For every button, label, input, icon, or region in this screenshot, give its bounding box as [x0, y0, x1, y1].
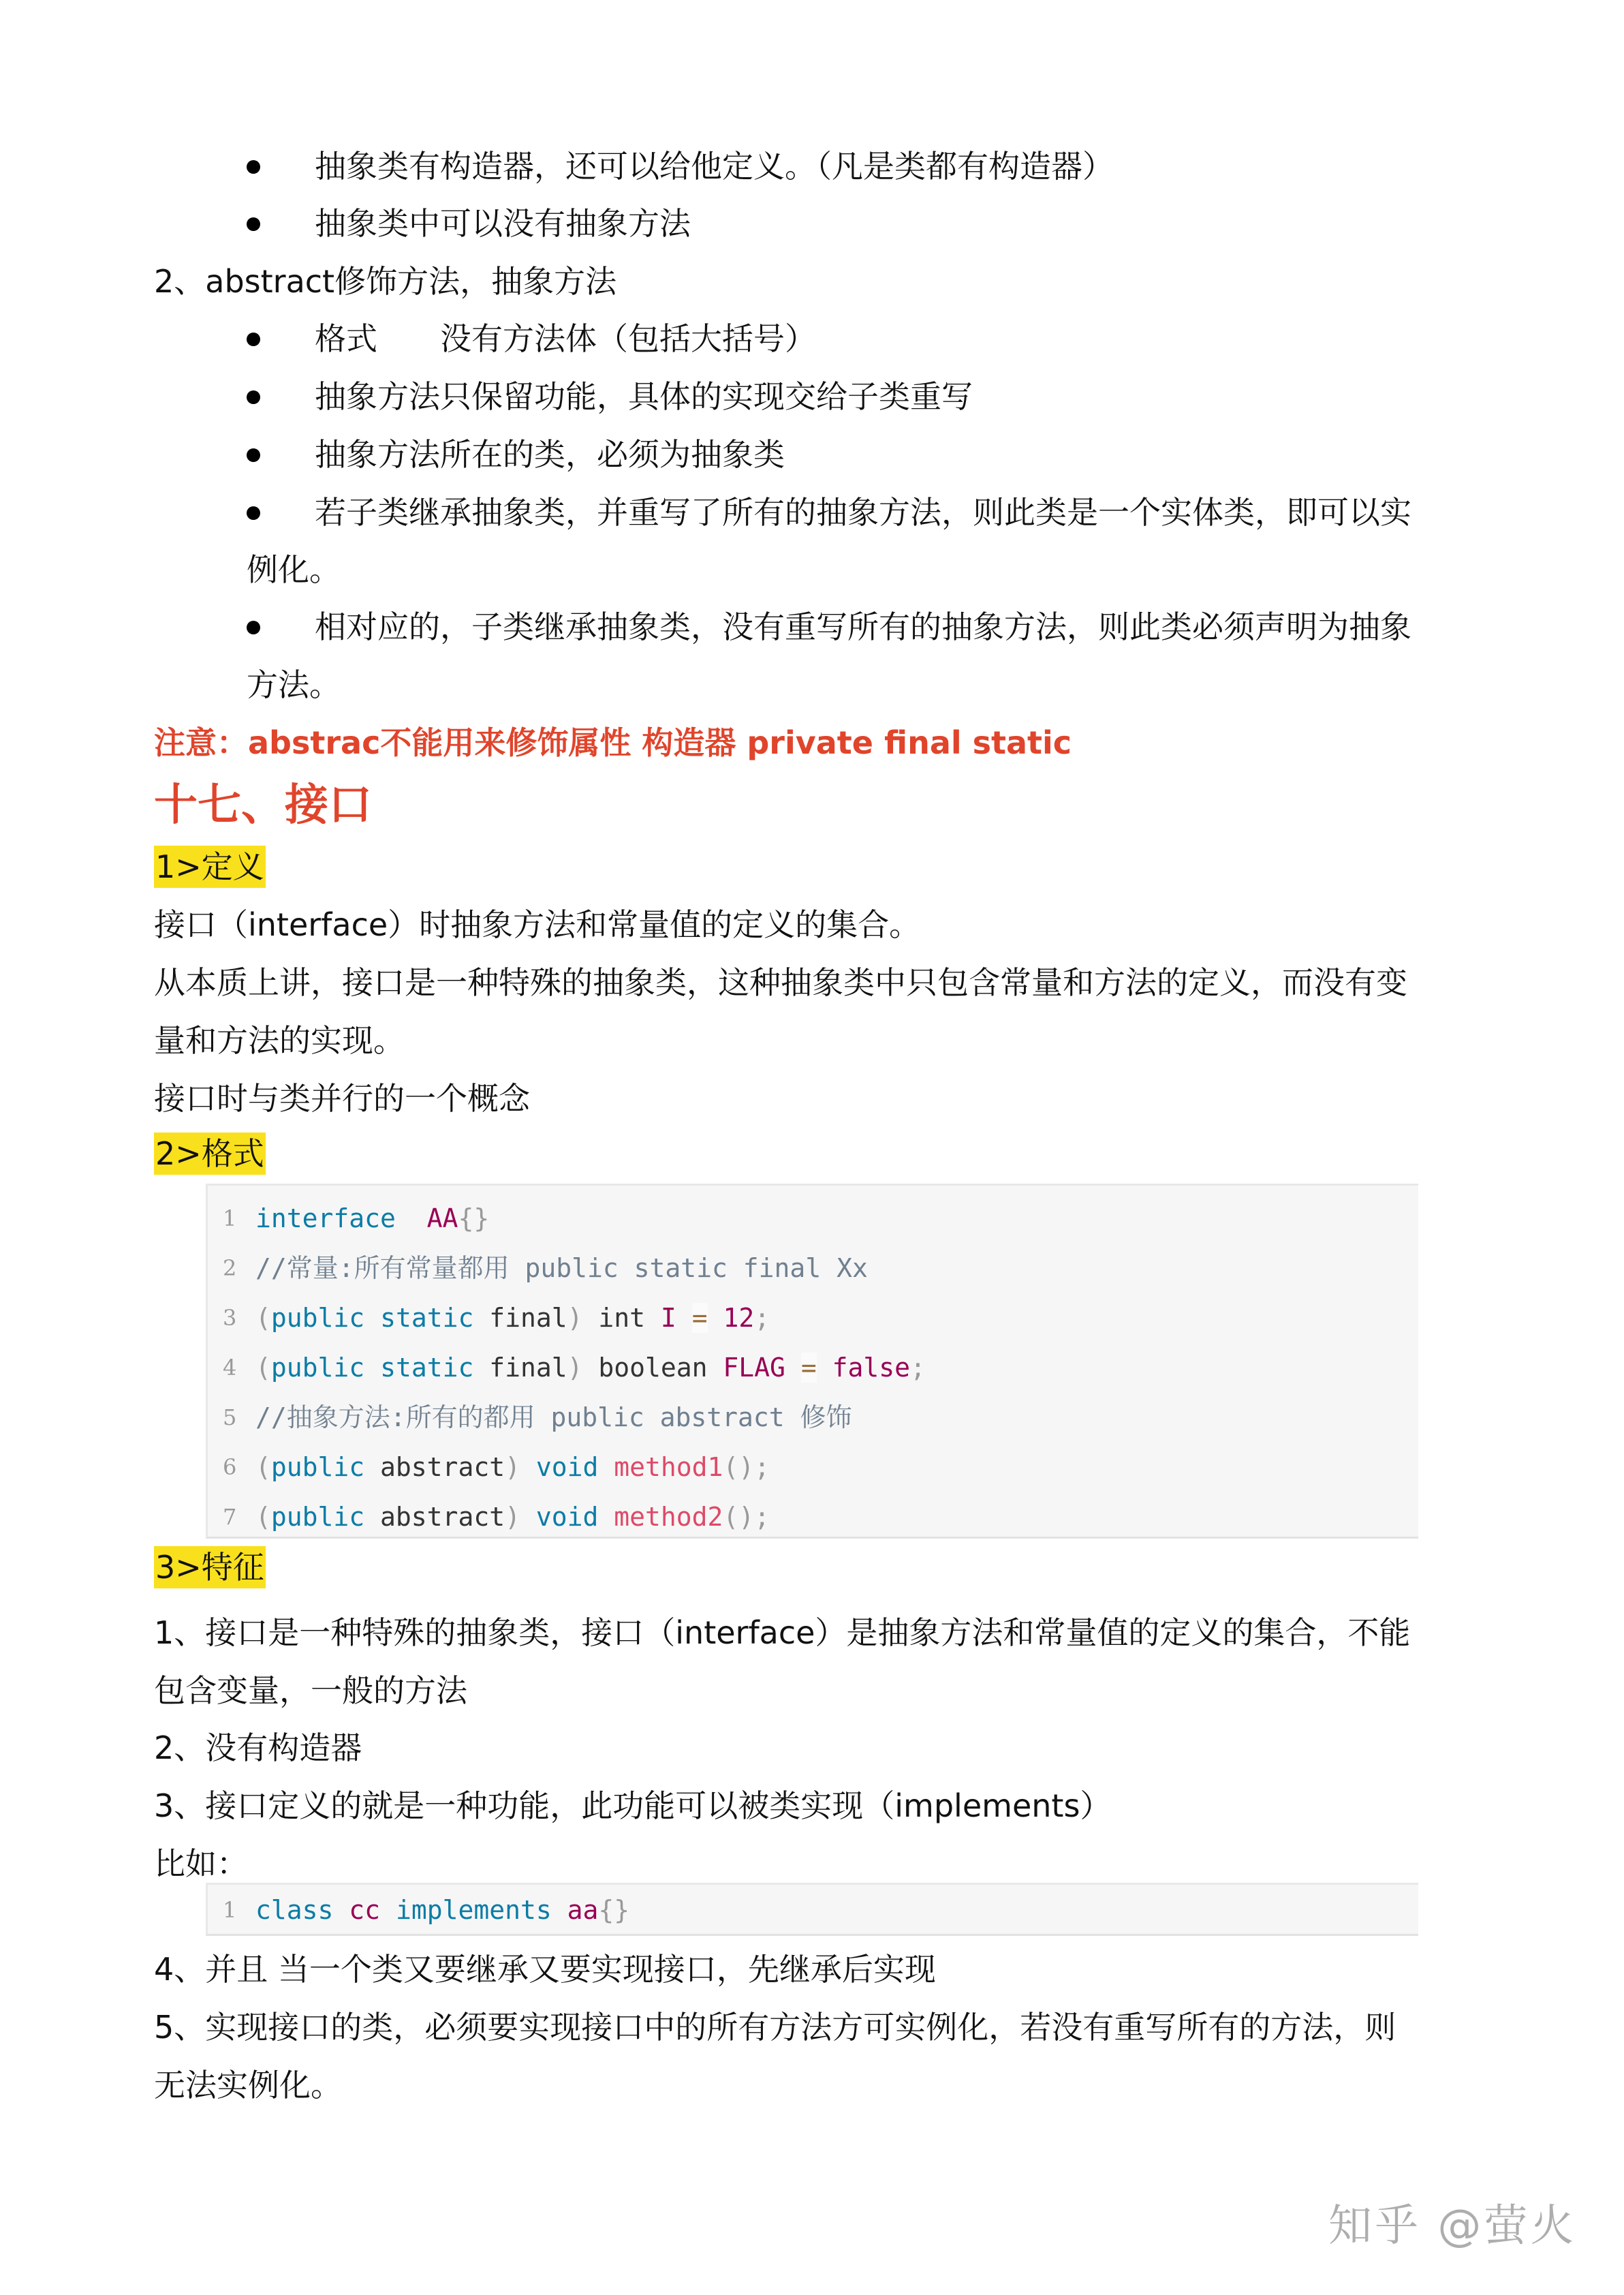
- code-block-implements: [206, 1883, 1418, 1936]
- code-block-interface: [206, 1184, 1418, 1539]
- paragraph-line: 量和方法的实现。: [154, 1022, 405, 1059]
- line-number: 7: [223, 1504, 237, 1530]
- section-heading: 十七、接口: [154, 780, 372, 831]
- code-line: [208, 1393, 1418, 1443]
- line-number: 2: [223, 1255, 237, 1281]
- code-text: interface AA{}: [255, 1203, 490, 1233]
- bullet-icon: [247, 217, 260, 231]
- line-number: 1: [223, 1205, 237, 1231]
- bullet-text: 若子类继承抽象类，并重写了所有的抽象方法，则此类是一个实体类，即可以实: [315, 494, 1411, 531]
- code-text: (public static final) int I = 12;: [255, 1303, 770, 1333]
- code-line: [208, 1244, 1418, 1293]
- code-text: (public abstract) void method2();: [255, 1502, 770, 1532]
- bullet-text: 相对应的，子类继承抽象类，没有重写所有的抽象方法，则此类必须声明为抽象: [315, 609, 1411, 645]
- highlight-label: 1>定义: [154, 846, 266, 888]
- bullet-text: 抽象类中可以没有抽象方法: [315, 205, 691, 242]
- paragraph-line: 包含变量，一般的方法: [154, 1672, 467, 1709]
- paragraph-line: 接口时与类并行的一个概念: [154, 1080, 530, 1117]
- line-number: 4: [223, 1355, 237, 1381]
- features-label: [154, 1539, 266, 1596]
- code-line: [208, 1293, 1418, 1343]
- code-text: //抽象方法:所有的都用 public abstract 修饰: [255, 1402, 852, 1432]
- code-line: [208, 1343, 1418, 1393]
- highlight-label: 2>格式: [154, 1133, 266, 1175]
- paragraph-line: 5、实现接口的类，必须要实现接口中的所有方法方可实例化，若没有重写所有的方法，则: [154, 2009, 1396, 2046]
- paragraph-line: 2、没有构造器: [154, 1729, 362, 1766]
- bullet-icon: [247, 506, 260, 520]
- bullet-text: 抽象方法只保留功能，具体的实现交给子类重写: [315, 378, 973, 415]
- code-line: [208, 1492, 1418, 1542]
- bullet-text: 抽象类有构造器，还可以给他定义。（凡是类都有构造器）: [315, 148, 1114, 185]
- bullet-icon: [247, 621, 260, 634]
- line-number: 3: [223, 1305, 237, 1331]
- code-line: [208, 1194, 1418, 1244]
- code-text: //常量:所有常量都用 public static final Xx: [255, 1253, 868, 1283]
- subsection-title: 2、abstract修饰方法，抽象方法: [154, 263, 617, 300]
- bullet-text: 格式 没有方法体（包括大括号）: [315, 320, 816, 357]
- line-number: 6: [223, 1454, 237, 1480]
- paragraph-line: 3、接口定义的就是一种功能，此功能可以被类实现（implements）: [154, 1787, 1112, 1824]
- paragraph-line: 4、并且 当一个类又要继承又要实现接口，先继承后实现: [154, 1951, 936, 1988]
- bullet-icon: [247, 333, 260, 346]
- format-label: [154, 1125, 266, 1182]
- line-number: 1: [223, 1897, 237, 1923]
- paragraph-line: 从本质上讲，接口是一种特殊的抽象类，这种抽象类中只包含常量和方法的定义，而没有变: [154, 964, 1407, 1001]
- zhihu-watermark: 知乎 @萤火: [1328, 2201, 1577, 2251]
- paragraph-line: 1、接口是一种特殊的抽象类，接口（interface）是抽象方法和常量值的定义的集合，不能: [154, 1614, 1411, 1651]
- code-text: (public static final) boolean FLAG = false;: [255, 1353, 926, 1383]
- code-line: [208, 1885, 1418, 1935]
- paragraph-line: 比如：: [154, 1845, 248, 1882]
- definition-label: [154, 838, 266, 895]
- paragraph-line: 接口（interface）时抽象方法和常量值的定义的集合。: [154, 906, 921, 943]
- code-text: (public abstract) void method1();: [255, 1452, 770, 1482]
- code-line: [208, 1443, 1418, 1492]
- line-number: 5: [223, 1404, 237, 1430]
- bullet-icon: [247, 390, 260, 404]
- bullet-wrap-text: 例化。: [247, 551, 341, 588]
- bullet-text: 抽象方法所在的类，必须为抽象类: [315, 436, 785, 473]
- note-warning: 注意：abstrac不能用来修饰属性 构造器 private final static: [154, 724, 1072, 761]
- bullet-icon: [247, 448, 260, 462]
- highlight-label: 3>特征: [154, 1546, 266, 1588]
- bullet-wrap-text: 方法。: [247, 666, 341, 703]
- code-text: class cc implements aa{}: [255, 1895, 630, 1925]
- bullet-icon: [247, 160, 260, 174]
- paragraph-line: 无法实例化。: [154, 2067, 342, 2104]
